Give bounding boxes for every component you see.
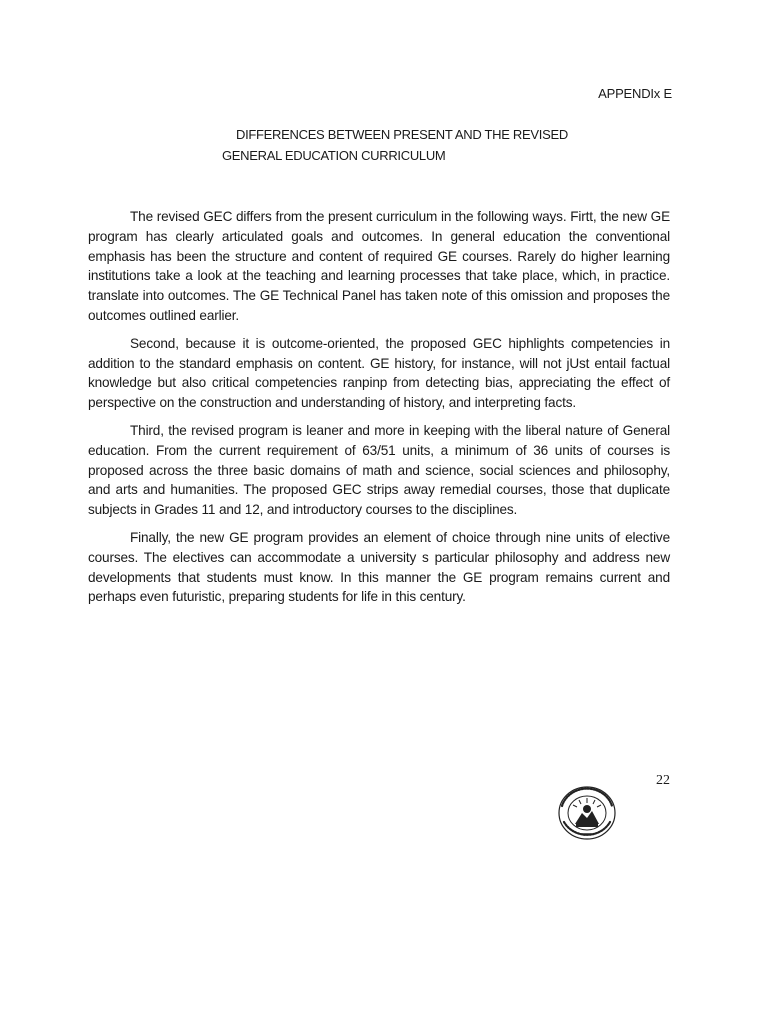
paragraph-1: The revised GEC differs from the present curriculum in the following ways. Firtt, the new GE program has clearly articulated goals and outcomes. In general education the conventional emphasis has been the structure and content of required GE courses. Rarely do higher learning institutions take a look at the teaching and learning processes that take place, which, in practice. translate into outcomes. The GE Technical Panel has taken note of this omission and proposes the outcomes outlined earlier.: [88, 209, 670, 323]
page-number: 22: [656, 773, 670, 788]
commission-seal-icon: [556, 784, 618, 842]
paragraph-4: Finally, the new GE program provides an element of choice through nine units of elective courses. The electives can accommodate a university s particular philosophy and address new developments that students must know. In this manner the GE program remains current and perhaps even futuristic, preparing students for life in this century.: [88, 529, 670, 605]
paragraph-2: Second, because it is outcome-oriented, the proposed GEC hiphlights competencies in addition to the standard emphasis on content. GE history, for instance, will not jUst entail factual knowledge but also critical competencies ranpinp from detecting bias, appreciating the effect of perspective on the construction and understanding of history, and interpreting facts.: [88, 335, 670, 411]
title-line-1: DIFFERENCES BETWEEN PRESENT AND THE REVISED: [236, 127, 568, 142]
title-line-2: GENERAL EDUCATION CURRICULUM: [222, 148, 446, 163]
paragraph-3: Third, the revised program is leaner and more in keeping with the liberal nature of General education. From the current requirement of 63/51 units, a minimum of 36 units of courses is proposed across the three basic domains of math and science, social sciences and philosophy, and arts and humanities. The proposed GEC strips away remedial courses, those that duplicate subjects in Grades 11 and 12, and introductory courses to the disciplines.: [88, 422, 670, 518]
appendix-label: APPENDIx E: [598, 86, 672, 101]
body-text: [88, 207, 670, 607]
